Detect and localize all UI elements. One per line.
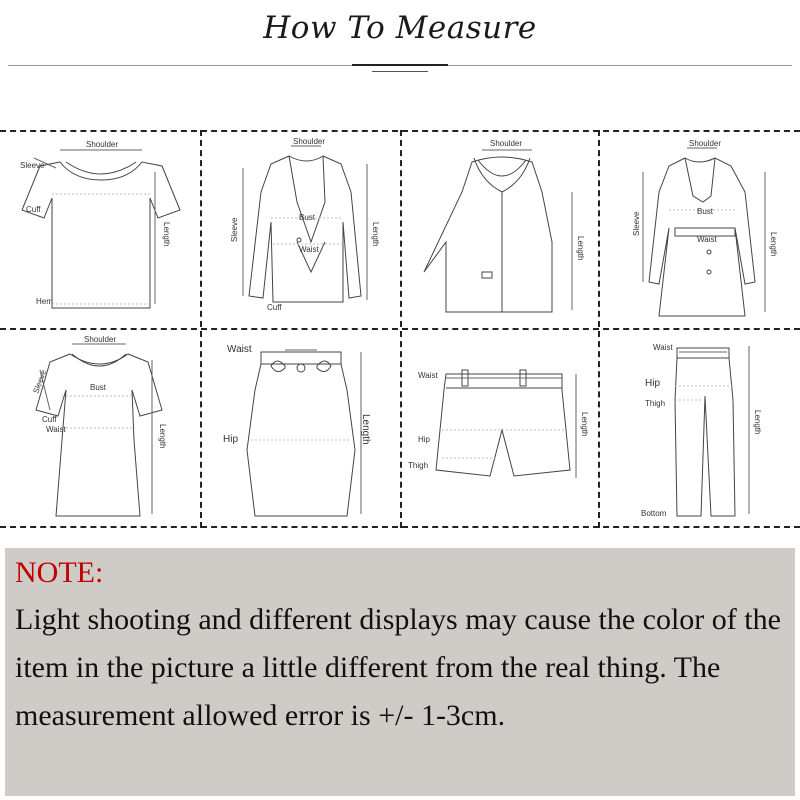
blazer-sleeve-label: Sleeve: [230, 217, 239, 242]
cape-outline-icon: [424, 157, 552, 312]
dress-diagram: [0, 330, 199, 528]
pants-waist-label: Waist: [653, 343, 673, 352]
pants-hip-label: Hip: [645, 378, 661, 389]
coat-shoulder-label: Shoulder: [689, 139, 722, 148]
coat-waist-label: Waist: [697, 235, 717, 244]
tshirt-hem-label: Hem: [36, 297, 53, 306]
tshirt-shoulder-label: Shoulder: [86, 140, 119, 149]
coat-sleeve-label: Sleeve: [632, 211, 641, 236]
skirt-diagram: [201, 330, 400, 528]
pants-outline-icon: [675, 348, 735, 516]
tshirt-cuff-label: Cuff: [26, 205, 41, 214]
pants-length-label: Length: [753, 410, 762, 435]
blazer-waist-label: Waist: [299, 245, 319, 254]
skirt-hip-label: Hip: [223, 434, 239, 445]
shorts-length-label: Length: [580, 412, 589, 437]
measurement-grid: [0, 130, 800, 528]
dress-sleeve-label: Sleeve: [31, 368, 49, 395]
shorts-waist-label: Waist: [418, 371, 438, 380]
dress-cuff-label: Cuff: [42, 415, 57, 424]
tshirt-sleeve-label: Sleeve: [20, 161, 45, 170]
shorts-hip-label: Hip: [418, 435, 431, 444]
pants-thigh-label: Thigh: [645, 399, 666, 408]
coat-length-label: Length: [769, 232, 778, 257]
title-divider-accent: [352, 64, 448, 66]
blazer-diagram: [201, 132, 400, 330]
note-heading: NOTE:: [15, 556, 104, 589]
shorts-thigh-label: Thigh: [408, 461, 429, 470]
coat-bust-label: Bust: [697, 207, 714, 216]
cape-length-label: Length: [576, 236, 585, 261]
tshirt-diagram: [0, 132, 199, 330]
skirt-waist-label: Waist: [227, 344, 252, 355]
shorts-outline-icon: [436, 374, 570, 476]
page-title: How To Measure: [263, 10, 537, 46]
note-body: Light shooting and different displays may cause the color of the item in the picture a little different from the real thing. The measurement allowed error is +/- 1-3cm.: [15, 603, 781, 732]
skirt-outline-icon: [247, 352, 355, 516]
blazer-cuff-label: Cuff: [267, 303, 282, 312]
shorts-diagram: [402, 330, 601, 528]
blazer-bust-label: Bust: [299, 213, 316, 222]
coat-diagram: [599, 132, 798, 330]
blazer-outline-icon: [249, 156, 361, 302]
cape-shoulder-label: Shoulder: [490, 139, 523, 148]
blazer-shoulder-label: Shoulder: [293, 137, 326, 146]
dress-bust-label: Bust: [90, 383, 107, 392]
note-panel: [5, 548, 795, 796]
dress-length-label: Length: [158, 424, 167, 449]
pants-diagram: [599, 330, 798, 528]
pants-bottom-label: Bottom: [641, 509, 667, 518]
title-divider-underline: [372, 71, 428, 72]
cape-diagram: [402, 132, 601, 330]
dress-outline-icon: [36, 354, 162, 516]
tshirt-length-label: Length: [162, 222, 171, 247]
tshirt-outline-icon: [22, 162, 180, 308]
dress-waist-label: Waist: [46, 425, 66, 434]
skirt-length-label: Length: [360, 414, 371, 445]
blazer-length-label: Length: [371, 222, 380, 247]
dress-shoulder-label: Shoulder: [84, 335, 117, 344]
